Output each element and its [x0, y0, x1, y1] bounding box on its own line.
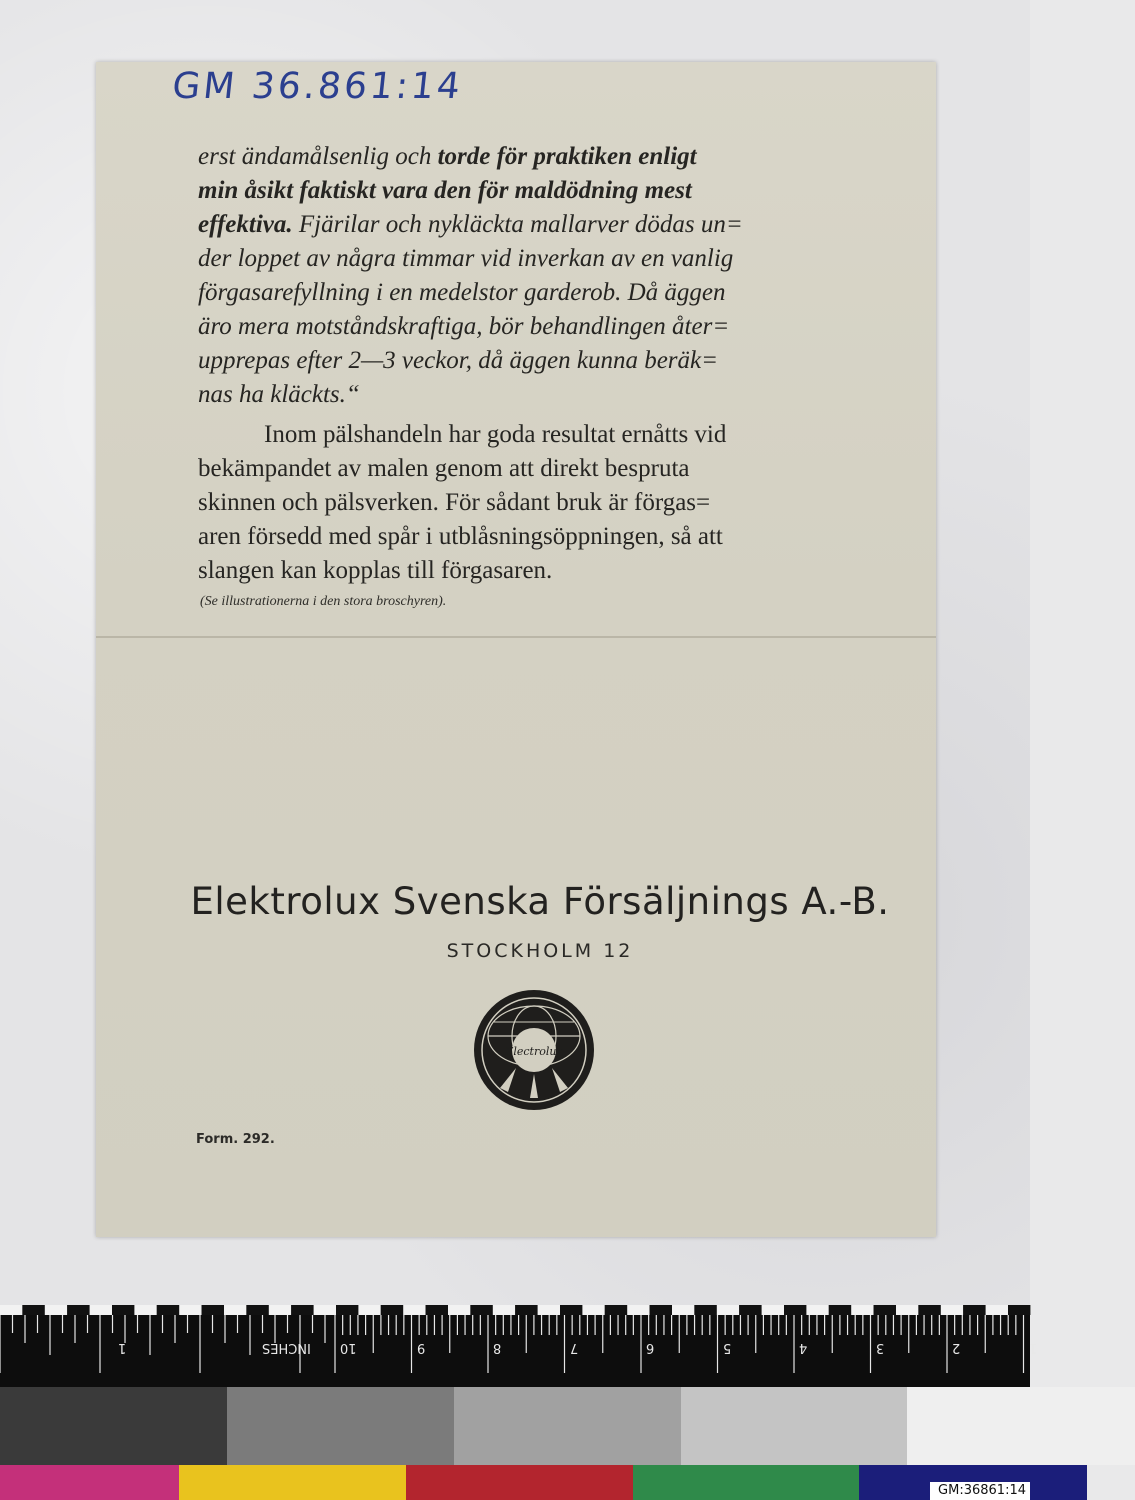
ruler-label: 2	[952, 1340, 961, 1355]
checker-cell	[403, 1305, 425, 1315]
text-line: bekämpandet av malen genom att direkt bespruta	[198, 455, 690, 482]
checker-cell	[134, 1305, 156, 1315]
checker-cell	[179, 1305, 201, 1315]
checker-cell	[582, 1305, 604, 1315]
checker-cell	[986, 1305, 1008, 1315]
checker-cell	[22, 1305, 44, 1315]
checker-cell	[269, 1305, 291, 1315]
color-swatch	[0, 1465, 180, 1500]
checker-cell	[717, 1305, 739, 1315]
color-swatch	[633, 1465, 861, 1500]
handwritten-catalog-mark: GM 36.861:14	[170, 66, 465, 107]
checker-cell	[806, 1305, 828, 1315]
company-name: Elektrolux Svenska Försäljnings A.-B.	[190, 880, 890, 923]
ruler-checker-strip	[0, 1305, 1030, 1315]
checker-cell	[896, 1305, 918, 1315]
gray-swatch	[454, 1387, 682, 1465]
checker-cell	[650, 1305, 672, 1315]
gray-swatch	[681, 1387, 909, 1465]
checker-cell	[829, 1305, 851, 1315]
text-run: effektiva.	[198, 211, 293, 238]
text-run: min åsikt faktiskt vara den för maldödning mest	[198, 177, 692, 204]
checker-cell	[224, 1305, 246, 1315]
paragraph-italic-quote	[198, 140, 888, 412]
checker-cell	[291, 1305, 313, 1315]
electrolux-logo	[472, 988, 596, 1112]
gray-swatch	[227, 1387, 455, 1465]
checker-cell	[605, 1305, 627, 1315]
form-number: Form. 292.	[196, 1132, 275, 1147]
ruler-label: 4	[799, 1340, 808, 1355]
gray-swatch	[0, 1387, 228, 1465]
text-run: förgasarefyllning i en medelstor garderob. Då äggen	[198, 279, 726, 306]
text-line: slangen kan kopplas till förgasaren.	[198, 557, 553, 584]
text-run: Fjärilar och nykläckta mallarver dödas un=	[292, 211, 743, 238]
text-line: aren försedd med spår i utblåsningsöppningen, så att	[198, 523, 723, 550]
checker-cell	[941, 1305, 963, 1315]
ruler-label: 7	[569, 1340, 578, 1355]
checker-cell	[918, 1305, 940, 1315]
text-line	[198, 310, 888, 344]
checker-cell	[784, 1305, 806, 1315]
text-run: äro mera motståndskraftiga, bör behandlingen åter=	[198, 313, 730, 340]
ruler-label: INCHES	[262, 1340, 311, 1355]
ruler-label: 10	[340, 1340, 357, 1355]
checker-cell	[0, 1305, 22, 1315]
checker-cell	[627, 1305, 649, 1315]
gray-swatch	[907, 1387, 1135, 1465]
checker-cell	[963, 1305, 985, 1315]
image-id-label: GM:36861:14	[930, 1482, 1030, 1500]
checker-cell	[493, 1305, 515, 1315]
text-line	[198, 344, 888, 378]
checker-cell	[90, 1305, 112, 1315]
text-run: nas ha kläckts.“	[198, 381, 360, 408]
checker-cell	[202, 1305, 224, 1315]
checker-cell	[1008, 1305, 1030, 1315]
caption-reference: (Se illustrationerna i den stora broschyren).	[200, 594, 447, 609]
text-line	[198, 140, 888, 174]
checker-cell	[45, 1305, 67, 1315]
checker-cell	[314, 1305, 336, 1315]
ruler-label: 3	[875, 1340, 884, 1355]
logo-wordmark: Electrolux	[505, 1045, 563, 1058]
ruler-label: 6	[646, 1340, 655, 1355]
text-run: erst ändamålsenlig och	[198, 143, 438, 170]
checker-cell	[762, 1305, 784, 1315]
checker-cell	[381, 1305, 403, 1315]
ruler-label: 5	[722, 1340, 731, 1355]
checker-cell	[851, 1305, 873, 1315]
color-swatch	[406, 1465, 634, 1500]
paper-fold-line	[96, 636, 936, 638]
color-swatch	[179, 1465, 407, 1500]
checker-cell	[560, 1305, 582, 1315]
text-line	[198, 242, 888, 276]
text-line	[198, 174, 888, 208]
ruler-label: 1	[1028, 1340, 1037, 1355]
checker-cell	[515, 1305, 537, 1315]
checker-cell	[246, 1305, 268, 1315]
checker-cell	[67, 1305, 89, 1315]
checker-cell	[672, 1305, 694, 1315]
checker-cell	[448, 1305, 470, 1315]
text-line	[198, 378, 888, 412]
paragraph-fur-trade	[198, 418, 888, 588]
text-line	[198, 276, 888, 310]
checker-cell	[470, 1305, 492, 1315]
ruler-label: 8	[493, 1340, 502, 1355]
checker-cell	[426, 1305, 448, 1315]
checker-cell	[358, 1305, 380, 1315]
text-run: torde för praktiken enligt	[437, 143, 697, 170]
checker-cell	[538, 1305, 560, 1315]
text-run: der loppet av några timmar vid inverkan av en vanlig	[198, 245, 734, 272]
company-city: STOCKHOLM 12	[446, 940, 634, 962]
text-line: skinnen och pälsverken. För sådant bruk är förgas=	[198, 489, 711, 516]
ruler-label: 1	[118, 1340, 127, 1355]
checker-cell	[157, 1305, 179, 1315]
text-run: upprepas efter 2—3 veckor, då äggen kunna beräk=	[198, 347, 718, 374]
checker-cell	[336, 1305, 358, 1315]
checker-cell	[694, 1305, 716, 1315]
text-line: Inom pälshandeln har goda resultat ernåtts vid	[264, 421, 727, 448]
checker-cell	[112, 1305, 134, 1315]
checker-cell	[739, 1305, 761, 1315]
ruler-label: 9	[416, 1340, 425, 1355]
checker-cell	[874, 1305, 896, 1315]
text-line	[198, 208, 888, 242]
